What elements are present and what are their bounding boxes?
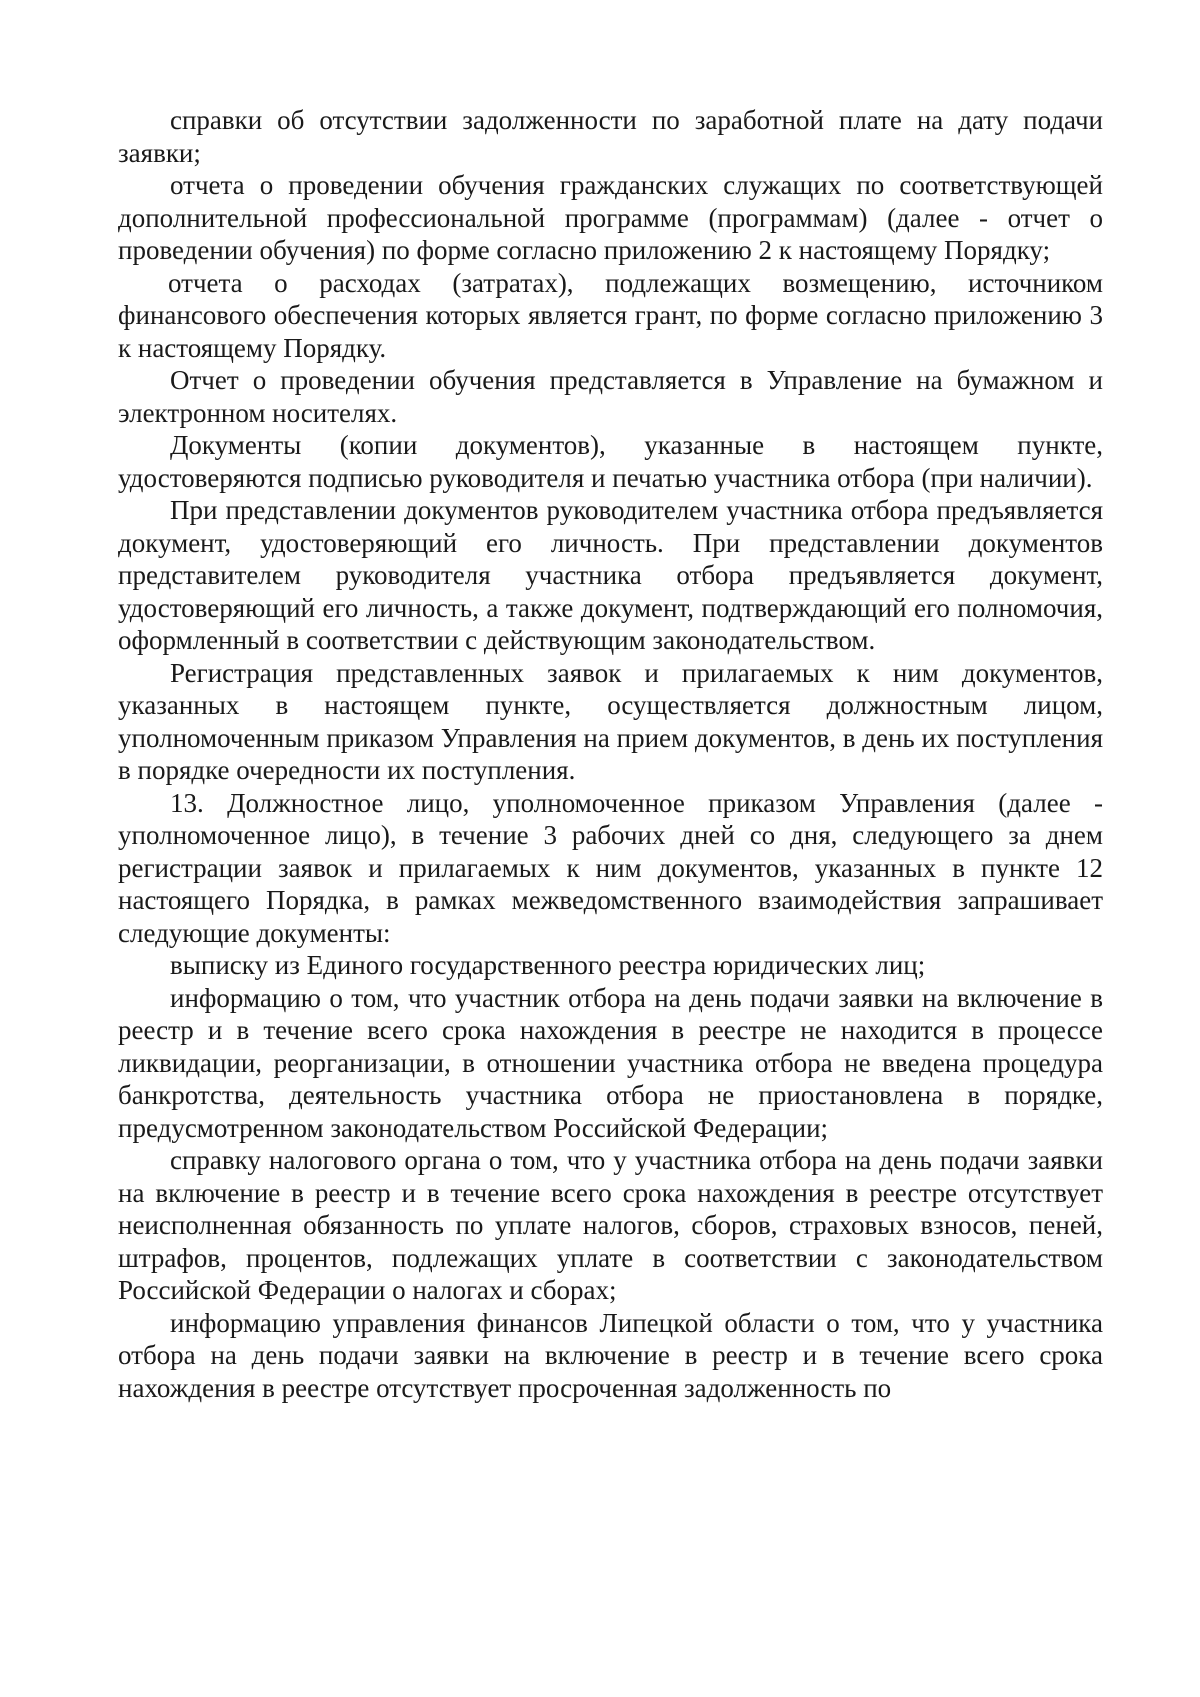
paragraph-1: справки об отсутствии задолженности по заработной плате на дату подачи заявки; [118, 105, 1103, 168]
paragraph-7: Регистрация представленных заявок и прилагаемых к ним документов, указанных в настоящем пункте, осуществляется должностным лицом, уполномоченным приказом Управления на прием документов, в день их поступления в порядке очередности их поступления. [118, 657, 1103, 785]
paragraph-8: 13. Должностное лицо, уполномоченное приказом Управления (далее - уполномоченное лицо), в течение 3 рабочих дней со дня, следующего за днем регистрации заявок и прилагаемых к ним документов, указанных в пункте 12 настоящего Порядка, в рамках межведомственного взаимодействия запрашивает следующие документы: [118, 787, 1103, 948]
paragraph-6: При представлении документов руководителем участника отбора предъявляется документ, удостоверяющий его личность. При представлении документов представителем руководителя участника отбора предъявляется документ, удостоверяющий его личность, а также документ, подтверждающий его полномочия, оформленный в соответствии с действующим законодательством. [118, 495, 1103, 655]
paragraph-5: Документы (копии документов), указанные в настоящем пункте, удостоверяются подписью руководителя и печатью участника отбора (при наличии). [118, 430, 1103, 493]
paragraph-9: выписку из Единого государственного реестра юридических лиц; [170, 950, 926, 980]
paragraph-11: справку налогового органа о том, что у участника отбора на день подачи заявки на включение в реестр и в течение всего срока нахождения в реестре отсутствует неисполненная обязанность по уплате налогов, сборов, страховых взносов, пеней, штрафов, процентов, подлежащих уплате в соответствии с законодательством Российской Федерации о налогах и сборах; [118, 1145, 1103, 1305]
paragraph-2: отчета о проведении обучения гражданских служащих по соответствующей дополнительной профессиональной программе (программам) (далее - отчет о проведении обучения) по форме согласно приложению 2 к настоящему Порядку; [118, 170, 1103, 265]
paragraph-3: отчета о расходах (затратах), подлежащих возмещению, источником финансового обеспечения которых является грант, по форме согласно приложению 3 к настоящему Порядку. [118, 267, 1103, 363]
document-body [118, 104, 1103, 1404]
paragraph-12: информацию управления финансов Липецкой области о том, что у участника отбора на день подачи заявки на включение в реестр и в течение всего срока нахождения в реестре отсутствует просроченная задолженность по [118, 1307, 1103, 1403]
paragraph-10: информацию о том, что участник отбора на день подачи заявки на включение в реестр и в течение всего срока нахождения в реестре не находится в процессе ликвидации, реорганизации, в отношении участника отбора не введена процедура банкротства, деятельность участника отбора не приостановлена в порядке, предусмотренном законодательством Российской Федерации; [118, 982, 1103, 1143]
paragraph-4: Отчет о проведении обучения представляется в Управление на бумажном и электронном носителях. [118, 365, 1103, 428]
